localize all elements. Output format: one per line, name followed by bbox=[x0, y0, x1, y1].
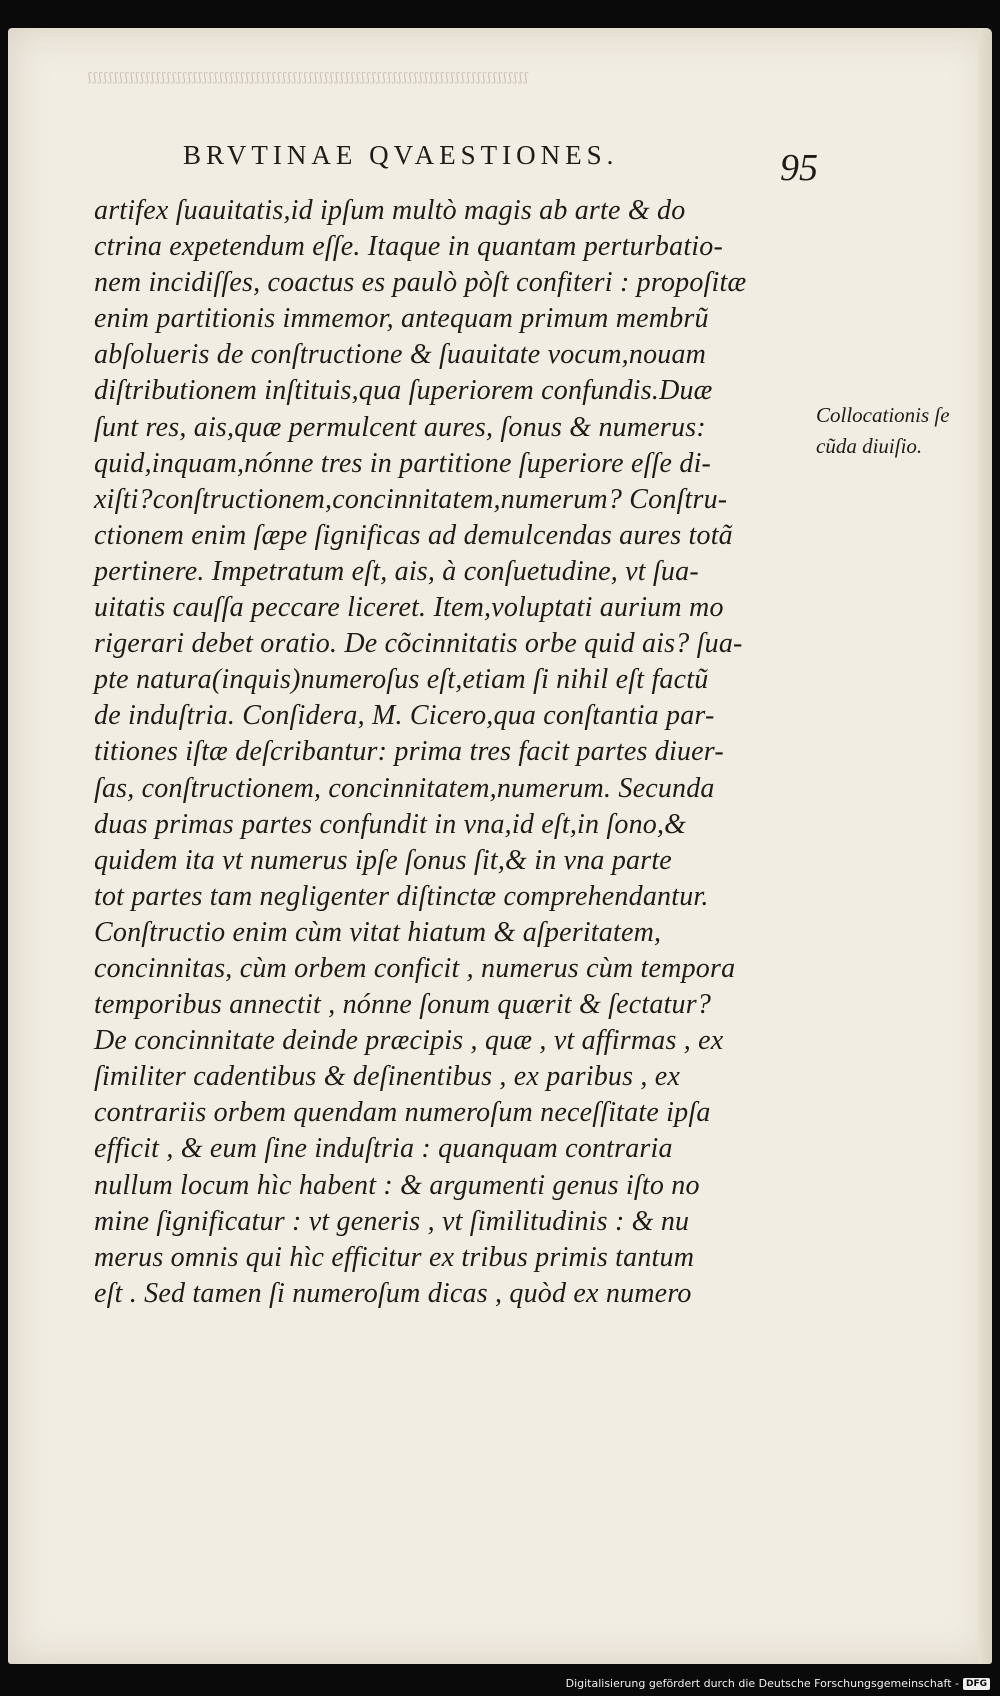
text-line: concinnitas, cùm orbem conficit , numerus cùm tempora bbox=[94, 952, 736, 984]
text-line: quid,inquam,nónne tres in partitione ſuperiore eſſe di- bbox=[94, 447, 712, 479]
text-line: diſtributionem inſtituis,qua ſuperiorem confundis.Duæ bbox=[94, 375, 713, 407]
text-line: ſimiliter cadentibus & deſinentibus , ex paribus , ex bbox=[94, 1061, 681, 1093]
text-line: tot partes tam negligenter diſtinctæ comprehendantur. bbox=[94, 880, 709, 912]
text-line: de induſtria. Conſidera, M. Cicero,qua conſtantia par- bbox=[94, 700, 715, 732]
text-line: ctionem enim ſæpe ſignificas ad demulcendas aures totã bbox=[94, 519, 733, 551]
running-head: BRVTINAE QVAESTIONES. bbox=[183, 140, 619, 170]
marginal-note-line: Collocationis ſe bbox=[816, 403, 950, 427]
text-line: contrariis orbem quendam numeroſum neceſſitate ipſa bbox=[94, 1097, 711, 1129]
text-line: nem incidiſſes, coactus es paulò pòſt confiteri : propoſitæ bbox=[94, 267, 747, 299]
book-page bbox=[8, 28, 992, 1664]
text-line: merus omnis qui hìc efficitur ex tribus primis tantum bbox=[94, 1241, 695, 1273]
text-line: ſas, conſtructionem, concinnitatem,numerum. Secunda bbox=[94, 772, 715, 804]
text-line: mine ſignificatur : vt generis , vt ſimilitudinis : & nu bbox=[94, 1205, 690, 1237]
marginal-note bbox=[816, 400, 950, 462]
text-line: pte natura(inquis)numeroſus eſt,etiam ſi nihil eſt factũ bbox=[94, 664, 709, 696]
text-line: duas primas partes confundit in vna,id eſt,in ſono,& bbox=[94, 808, 687, 840]
text-line: ſunt res, ais,quæ permulcent aures, ſonus & numerus: bbox=[94, 411, 706, 443]
text-line: temporibus annectit , nónne ſonum quærit & ſectatur? bbox=[94, 989, 712, 1021]
text-line: xiſti?conſtructionem,concinnitatem,numerum? Conſtru- bbox=[94, 483, 728, 515]
text-line: efficit , & eum ſine induſtria : quanquam contraria bbox=[94, 1133, 673, 1165]
text-line: abſolueris de conſtructione & ſuauitate vocum,nouam bbox=[94, 339, 707, 371]
page-number: 95 bbox=[780, 147, 818, 189]
bleed-through-text: ʃʃʃʃʃʃʃʃʃʃʃʃʃʃʃʃʃʃʃʃʃʃʃʃʃʃʃʃʃʃʃʃʃʃʃʃʃʃʃʃʃʃʃʃʃʃʃʃʃʃʃʃʃʃʃʃʃʃʃʃʃʃʃʃʃʃʃʃʃʃʃʃʃʃʃʃʃʃʃʃʃʃʃʃ bbox=[88, 70, 530, 84]
text-line: ctrina expetendum eſſe. Itaque in quantam perturbatio- bbox=[94, 231, 724, 263]
text-line: enim partitionis immemor, antequam primum membrũ bbox=[94, 303, 709, 335]
body-text bbox=[94, 193, 814, 1312]
credit-text: Digitalisierung gefördert durch die Deutsche Forschungsgemeinschaft - bbox=[565, 1677, 959, 1690]
text-line: eſt . Sed tamen ſi numeroſum dicas , quòd ex numero bbox=[94, 1277, 692, 1309]
text-line: nullum locum hìc habent : & argumenti genus iſto no bbox=[94, 1169, 700, 1201]
dfg-logo: DFG bbox=[963, 1678, 990, 1690]
page-edge bbox=[978, 28, 992, 1664]
digitization-credit bbox=[566, 1677, 990, 1690]
text-line: uitatis cauſſa peccare liceret. Item,voluptati aurium mo bbox=[94, 592, 724, 624]
text-line: quidem ita vt numerus ipſe ſonus ſit,& in vna parte bbox=[94, 844, 672, 876]
text-line: pertinere. Impetratum eſt, ais, à conſuetudine, vt ſua- bbox=[94, 555, 699, 587]
text-line: titiones iſtæ deſcribantur: prima tres facit partes diuer- bbox=[94, 736, 724, 768]
marginal-note-line: cũda diuiſio. bbox=[816, 434, 923, 458]
text-line: Conſtructio enim cùm vitat hiatum & aſperitatem, bbox=[94, 916, 662, 948]
text-line: De concinnitate deinde præcipis , quæ , vt affirmas , ex bbox=[94, 1025, 724, 1057]
text-line: rigerari debet oratio. De cõcinnitatis orbe quid ais? ſua- bbox=[94, 628, 743, 660]
text-line: artifex ſuauitatis,id ipſum multò magis ab arte & do bbox=[94, 195, 686, 226]
